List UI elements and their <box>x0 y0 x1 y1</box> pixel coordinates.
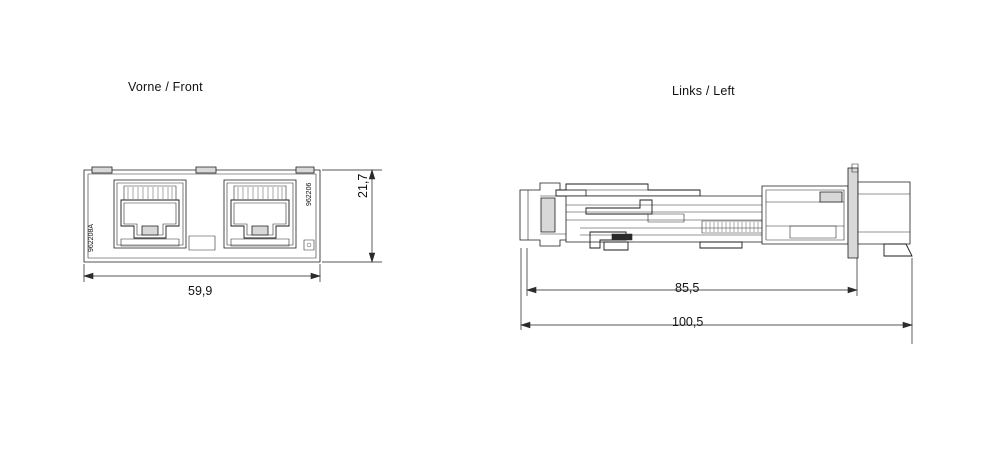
front-top-tab-left <box>92 167 112 173</box>
side-bottom-tab-left <box>604 242 628 250</box>
side-latch-tab <box>612 234 632 240</box>
front-label-left-text: 962208A <box>88 223 95 252</box>
dimension-overall-length <box>521 248 912 344</box>
dimension-label-width-front: 59,9 <box>188 284 213 298</box>
front-top-tab-mid <box>196 167 216 173</box>
dim-width-arrow-left <box>84 273 93 279</box>
front-view-group <box>84 167 382 282</box>
dim-height-arrow-top <box>369 170 375 179</box>
dim-855-arrow-left <box>527 287 536 293</box>
front-top-tab-right <box>296 167 314 173</box>
side-faceplate <box>848 164 912 258</box>
side-magnetics-tab <box>820 192 842 202</box>
front-label-right-text: 962206 <box>306 182 313 206</box>
side-faceplate-plate <box>848 168 858 258</box>
left-view-group <box>520 164 912 344</box>
front-label-right-band <box>306 183 313 206</box>
dim-1005-arrow-left <box>521 322 530 328</box>
rj45-port-2 <box>224 180 296 248</box>
dimension-height-front <box>322 170 382 262</box>
side-front-nose <box>858 182 910 244</box>
side-magnetics-box <box>762 186 848 244</box>
left-view-title: Links / Left <box>672 84 735 98</box>
dimension-label-body-length: 85,5 <box>675 281 700 295</box>
front-label-left-band <box>88 224 95 252</box>
dimension-width-front <box>84 264 320 282</box>
side-bottom-tab-mid <box>700 242 742 248</box>
rj45-port-1 <box>114 180 186 248</box>
dim-width-arrow-right <box>311 273 320 279</box>
dim-height-arrow-bottom <box>369 253 375 262</box>
dim-855-arrow-right <box>848 287 857 293</box>
front-view-title: Vorne / Front <box>128 80 203 94</box>
rj45-port-1-latch-slot <box>142 226 158 235</box>
side-front-foot <box>884 244 912 256</box>
dimension-label-height-front: 21,7 <box>356 173 370 198</box>
dimension-body-length <box>527 248 857 296</box>
side-rear-inner-block <box>541 198 555 232</box>
dimension-label-overall-length: 100,5 <box>672 315 704 329</box>
dim-1005-arrow-right <box>903 322 912 328</box>
rj45-port-2-latch-slot <box>252 226 268 235</box>
